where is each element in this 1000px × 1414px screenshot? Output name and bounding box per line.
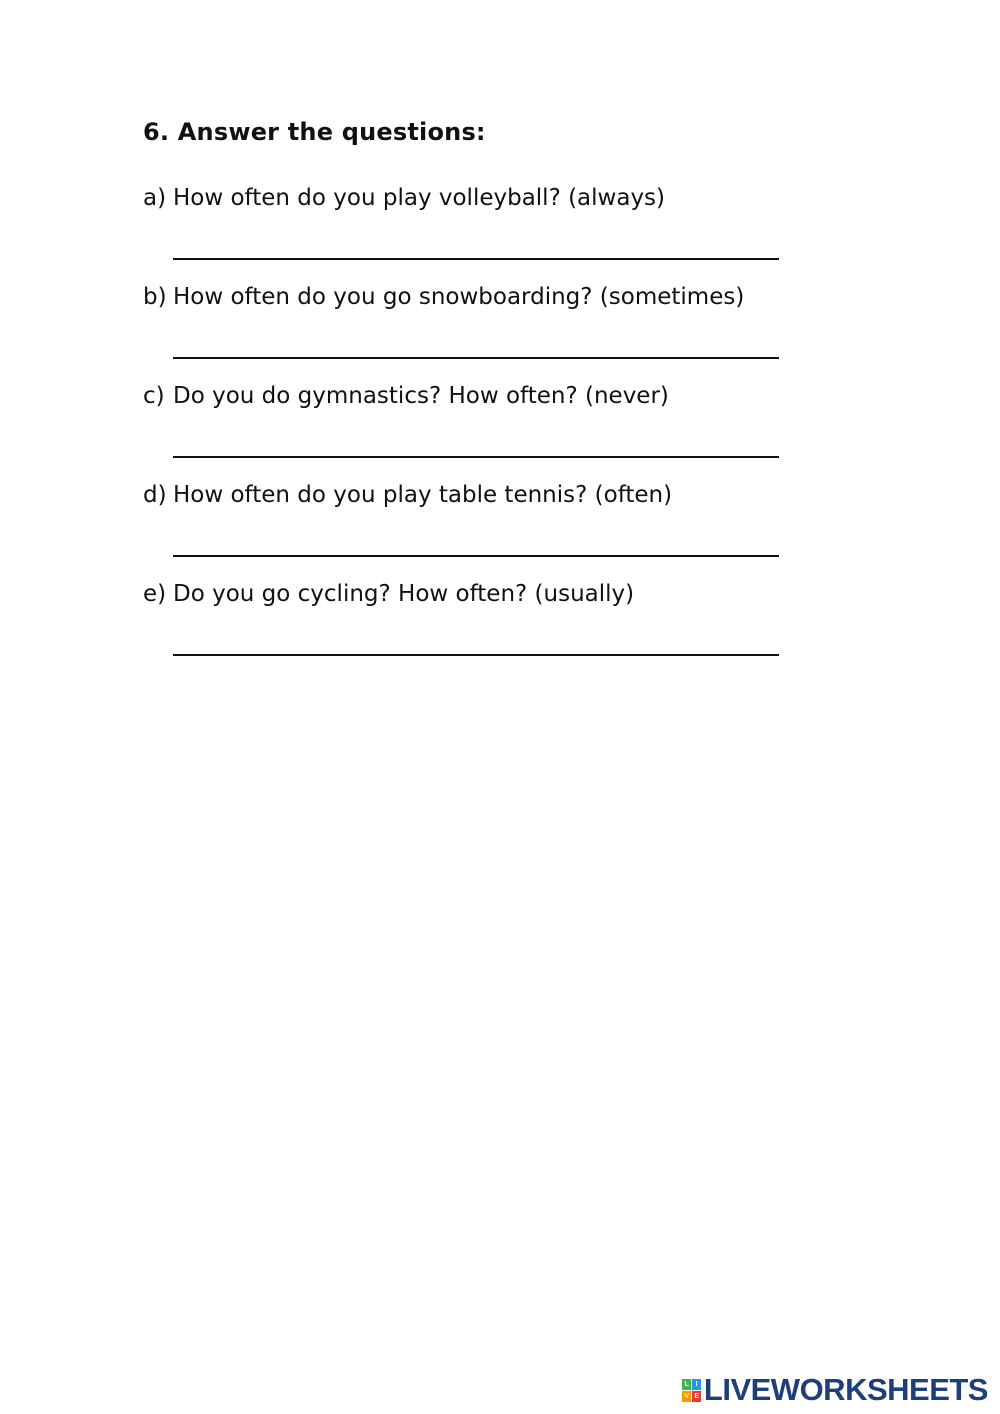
question-label: d)	[143, 482, 167, 508]
question-text: How often do you play volleyball? (always)	[173, 185, 666, 211]
question-d	[143, 480, 672, 510]
answer-line-b[interactable]	[173, 357, 779, 359]
question-text: Do you go cycling? How often? (usually)	[173, 581, 635, 607]
question-text: How often do you play table tennis? (often)	[173, 482, 673, 508]
mark-tile: E	[692, 1391, 701, 1402]
mark-tile: I	[692, 1379, 701, 1390]
answer-line-d[interactable]	[173, 555, 779, 557]
question-e	[143, 579, 634, 609]
question-text: How often do you go snowboarding? (sometimes)	[173, 284, 745, 310]
question-a	[143, 183, 665, 213]
question-c	[143, 381, 669, 411]
liveworksheets-logo	[682, 1372, 988, 1408]
exercise-heading: 6. Answer the questions:	[143, 118, 486, 146]
question-label: a)	[143, 185, 167, 211]
answer-line-e[interactable]	[173, 654, 779, 656]
question-b	[143, 282, 744, 312]
question-label: e)	[143, 581, 167, 607]
answer-line-c[interactable]	[173, 456, 779, 458]
liveworksheets-mark-icon	[682, 1379, 701, 1402]
question-label: c)	[143, 383, 165, 409]
mark-tile: L	[682, 1379, 691, 1390]
question-label: b)	[143, 284, 167, 310]
logo-text: LIVEWORKSHEETS	[703, 1372, 988, 1407]
question-text: Do you do gymnastics? How often? (never)	[173, 383, 669, 409]
answer-line-a[interactable]	[173, 258, 779, 260]
mark-tile: V	[682, 1391, 691, 1402]
